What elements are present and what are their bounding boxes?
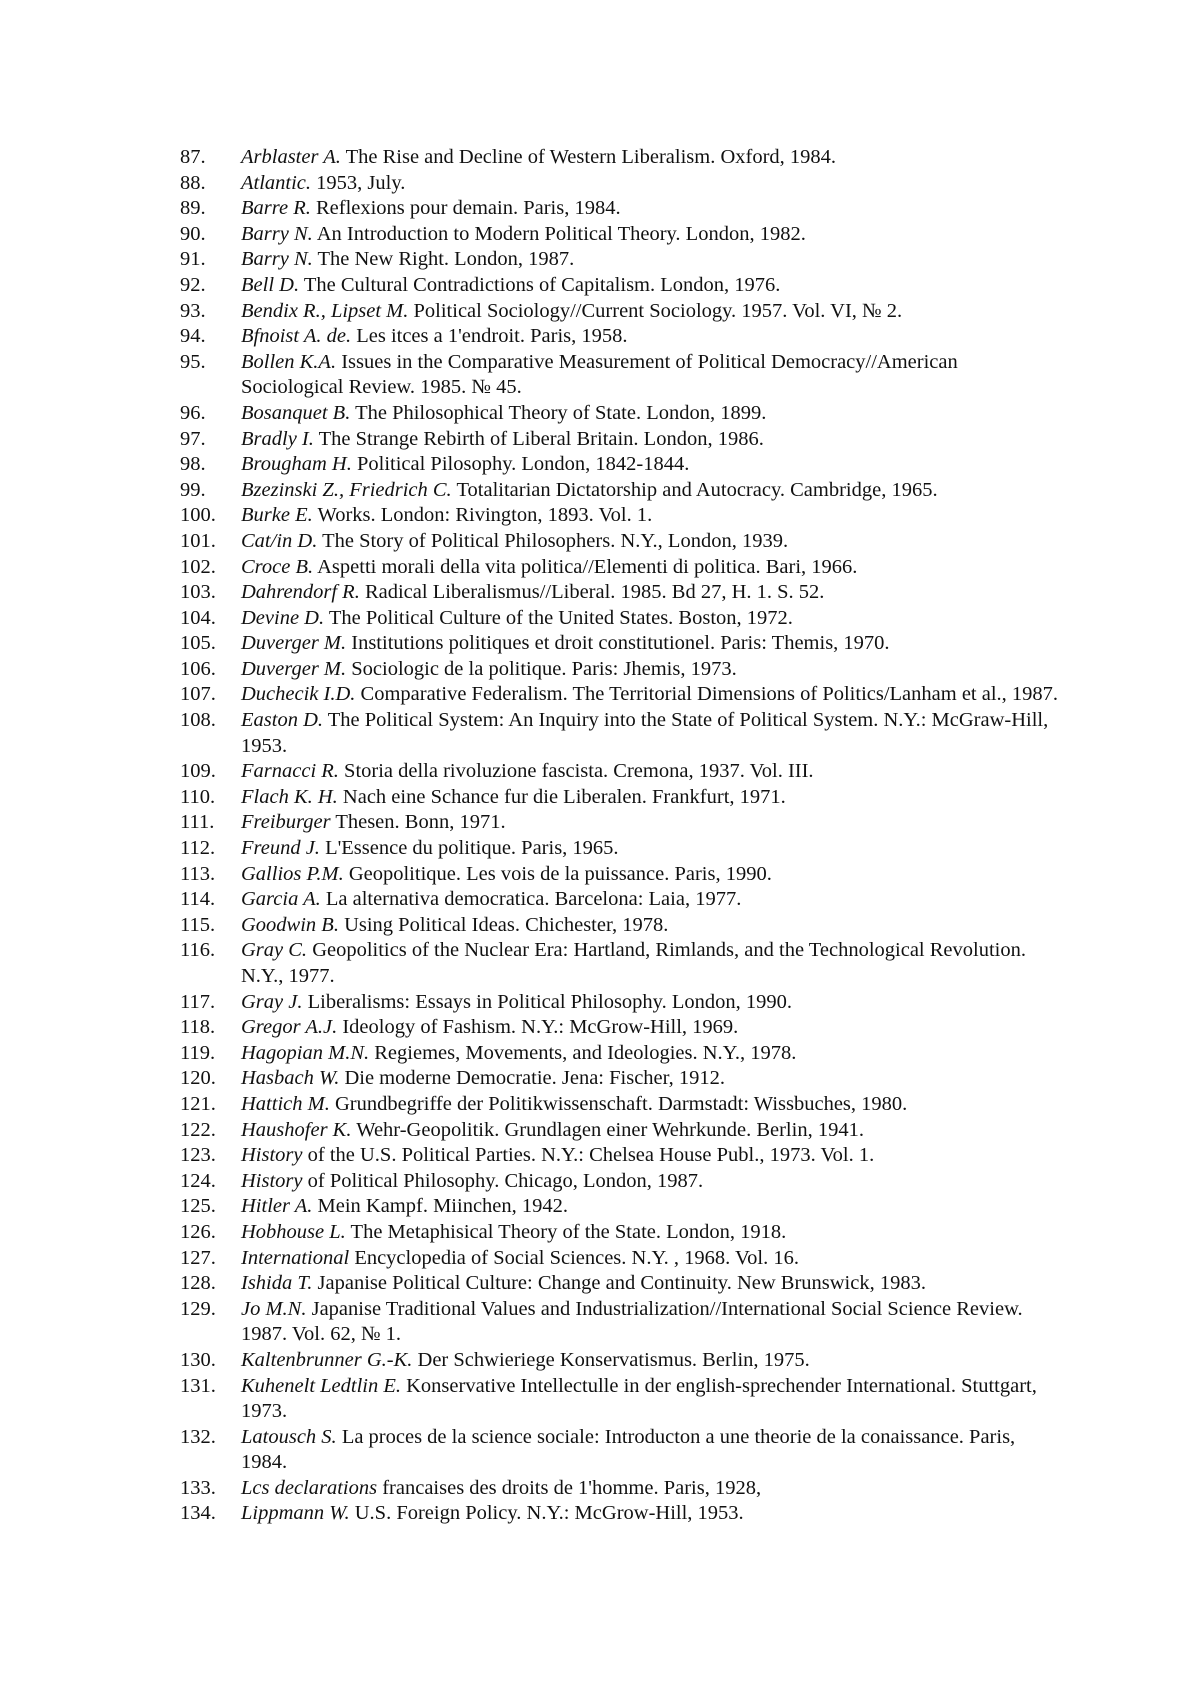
bibliography-entry <box>180 247 1060 273</box>
entry-author: Bosanquet B. <box>241 401 351 424</box>
entry-text <box>241 1220 1060 1246</box>
bibliography-entry <box>180 1246 1060 1272</box>
entry-number: 109. <box>180 760 216 783</box>
bibliography-entry <box>180 1041 1060 1067</box>
entry-citation: The Strange Rebirth of Liberal Britain. London, 1986. <box>313 427 764 450</box>
entry-number: 88. <box>180 171 206 194</box>
bibliography-entry <box>180 171 1060 197</box>
entry-text <box>241 401 1060 427</box>
bibliography-entry <box>180 1143 1060 1169</box>
entry-text <box>241 1425 1060 1476</box>
entry-text <box>241 682 1060 708</box>
entry-number: 99. <box>180 478 206 501</box>
entry-number: 90. <box>180 222 206 245</box>
bibliography-list <box>180 145 1060 1527</box>
entry-author: Bendix R., Lipset M. <box>241 299 409 322</box>
entry-text <box>241 478 1060 504</box>
bibliography-entry <box>180 350 1060 401</box>
entry-text <box>241 503 1060 529</box>
entry-citation: The Political System: An Inquiry into the State of Political System. N.Y.: McGraw-Hill, 1953. <box>241 709 1049 757</box>
entry-number: 121. <box>180 1092 216 1115</box>
entry-text <box>241 810 1060 836</box>
entry-author: Barry N. <box>241 248 313 271</box>
entry-author: Arblaster A. <box>241 146 341 168</box>
entry-text <box>241 196 1060 222</box>
entry-citation: Political Sociology//Current Sociology. 1957. Vol. VI, № 2. <box>408 299 903 322</box>
entry-citation: Issues in the Comparative Measurement of Political Democracy//American Sociological Review. 1985. № 45. <box>241 350 958 399</box>
entry-number: 112. <box>180 837 216 860</box>
bibliography-entry <box>180 273 1060 299</box>
entry-author: Lcs declarations <box>241 1476 378 1499</box>
entry-author: Bell D. <box>241 273 300 296</box>
entry-citation: The Metaphisical Theory of the State. London, 1918. <box>345 1220 787 1243</box>
entry-citation: Regiemes, Movements, and Ideologies. N.Y., 1978. <box>369 1041 797 1064</box>
entry-number: 94. <box>180 325 206 348</box>
entry-author: Kaltenbrunner G.-K. <box>241 1348 413 1371</box>
entry-author: Easton D. <box>241 709 323 732</box>
entry-author: Hattich M. <box>241 1092 330 1115</box>
entry-text <box>241 836 1060 862</box>
entry-number: 127. <box>180 1246 216 1269</box>
entry-number: 132. <box>180 1425 216 1448</box>
entry-text <box>241 427 1060 453</box>
entry-author: Ishida T. <box>241 1272 313 1295</box>
bibliography-entry <box>180 631 1060 657</box>
entry-number: 98. <box>180 453 206 476</box>
entry-text <box>241 708 1060 759</box>
bibliography-entry <box>180 1015 1060 1041</box>
entry-number: 110. <box>180 785 216 808</box>
entry-number: 129. <box>180 1297 216 1320</box>
entry-citation: Wehr-Geopolitik. Grundlagen einer Wehrkunde. Berlin, 1941. <box>351 1118 864 1141</box>
entry-citation: The Cultural Contradictions of Capitalism. London, 1976. <box>299 273 781 296</box>
entry-author: Haushofer K. <box>241 1118 352 1141</box>
entry-text <box>241 529 1060 555</box>
bibliography-entry <box>180 1425 1060 1476</box>
entry-number: 118. <box>180 1016 216 1039</box>
entry-author: Lippmann W. <box>241 1502 350 1525</box>
entry-author: Bfnoist A. de. <box>241 325 352 348</box>
bibliography-entry <box>180 606 1060 632</box>
entry-citation: U.S. Foreign Policy. N.Y.: McGrow-Hill, 1953. <box>349 1502 744 1525</box>
entry-citation: Encyclopedia of Social Sciences. N.Y. , 1968. Vol. 16. <box>349 1246 799 1269</box>
bibliography-entry <box>180 759 1060 785</box>
entry-citation: Ideology of Fashism. N.Y.: McGrow-Hill, 1969. <box>337 1016 739 1039</box>
entry-citation: 1953, July. <box>311 171 406 194</box>
entry-number: 123. <box>180 1144 216 1167</box>
entry-citation: Liberalisms: Essays in Political Philosophy. London, 1990. <box>302 990 793 1013</box>
entry-author: Bzezinski Z., Friedrich C. <box>241 478 452 501</box>
entry-author: Burke E. <box>241 504 313 527</box>
bibliography-entry <box>180 145 1060 171</box>
entry-number: 119. <box>180 1041 216 1064</box>
entry-citation: Totalitarian Dictatorship and Autocracy. Cambridge, 1965. <box>451 478 938 501</box>
entry-citation: Institutions politiques et droit constitutionel. Paris: Themis, 1970. <box>346 632 890 655</box>
entry-author: Cat/in D. <box>241 529 318 552</box>
entry-text <box>241 1246 1060 1272</box>
entry-number: 120. <box>180 1067 216 1090</box>
entry-number: 124. <box>180 1169 216 1192</box>
entry-author: Gray J. <box>241 990 303 1013</box>
entry-citation: Comparative Federalism. The Territorial Dimensions of Politics/Lanham et al., 1987. <box>355 683 1059 706</box>
entry-text <box>241 324 1060 350</box>
entry-number: 134. <box>180 1502 216 1525</box>
bibliography-entry <box>180 1066 1060 1092</box>
entry-number: 128. <box>180 1272 216 1295</box>
bibliography-entry <box>180 708 1060 759</box>
entry-text <box>241 1092 1060 1118</box>
bibliography-entry <box>180 990 1060 1016</box>
entry-text <box>241 1169 1060 1195</box>
entry-citation: La proces de la science sociale: Introducton a une theorie de la conaissance. Paris, 1984. <box>241 1425 1016 1474</box>
entry-number: 105. <box>180 632 216 655</box>
entry-author: Bradly I. <box>241 427 314 450</box>
entry-text <box>241 631 1060 657</box>
entry-author: Latousch S. <box>241 1425 337 1448</box>
entry-number: 87. <box>180 146 206 168</box>
entry-citation: Geopolitics of the Nuclear Era: Hartland, Rimlands, and the Technological Revolution. N.Y., 1977. <box>241 939 1026 987</box>
entry-author: History <box>241 1169 303 1192</box>
entry-text <box>241 1348 1060 1374</box>
entry-author: Dahrendorf R. <box>241 581 360 604</box>
entry-text <box>241 1374 1060 1425</box>
entry-number: 106. <box>180 657 216 680</box>
entry-author: Jo M.N. <box>241 1297 307 1320</box>
bibliography-entry <box>180 299 1060 325</box>
entry-text <box>241 1118 1060 1144</box>
entry-text <box>241 299 1060 325</box>
entry-text <box>241 171 1060 197</box>
bibliography-entry <box>180 682 1060 708</box>
bibliography-entry <box>180 503 1060 529</box>
entry-number: 125. <box>180 1195 216 1218</box>
entry-citation: Using Political Ideas. Chichester, 1978. <box>338 913 669 936</box>
bibliography-entry <box>180 401 1060 427</box>
entry-author: Gregor A.J. <box>241 1016 338 1039</box>
entry-number: 116. <box>180 939 216 962</box>
bibliography-entry <box>180 913 1060 939</box>
entry-citation: Japanise Traditional Values and Industrialization//International Social Science Review. 1987. Vol. 62, № 1. <box>241 1297 1023 1346</box>
entry-text <box>241 580 1060 606</box>
entry-text <box>241 1271 1060 1297</box>
entry-citation: Nach eine Schance fur die Liberalen. Frankfurt, 1971. <box>337 785 786 808</box>
entry-number: 100. <box>180 504 216 527</box>
entry-number: 96. <box>180 401 206 424</box>
entry-citation: Thesen. Bonn, 1971. <box>330 811 506 834</box>
entry-citation: of Political Philosophy. Chicago, London, 1987. <box>302 1169 704 1192</box>
entry-text <box>241 145 1060 171</box>
entry-number: 114. <box>180 888 216 911</box>
entry-number: 107. <box>180 683 216 706</box>
bibliography-entry <box>180 529 1060 555</box>
entry-author: Kuhenelt Ledtlin E. <box>241 1374 401 1397</box>
entry-author: Duverger M. <box>241 657 347 680</box>
entry-author: Croce B. <box>241 555 314 578</box>
bibliography-entry <box>180 810 1060 836</box>
entry-author: Hasbach W. <box>241 1067 340 1090</box>
entry-author: Barre R. <box>241 197 311 220</box>
bibliography-entry <box>180 785 1060 811</box>
bibliography-entry <box>180 427 1060 453</box>
entry-number: 89. <box>180 197 206 220</box>
entry-author: Barry N. <box>241 222 313 245</box>
entry-text <box>241 222 1060 248</box>
entry-citation: Sociologic de la politique. Paris: Jhemis, 1973. <box>346 657 737 680</box>
entry-text <box>241 1041 1060 1067</box>
entry-number: 111. <box>180 811 215 834</box>
entry-text <box>241 1297 1060 1348</box>
bibliography-entry <box>180 1348 1060 1374</box>
entry-number: 130. <box>180 1348 216 1371</box>
entry-citation: Storia della rivoluzione fascista. Cremona, 1937. Vol. III. <box>338 760 814 783</box>
entry-text <box>241 606 1060 632</box>
entry-text <box>241 785 1060 811</box>
bibliography-entry <box>180 580 1060 606</box>
entry-number: 101. <box>180 529 216 552</box>
entry-text <box>241 350 1060 401</box>
entry-author: Hagopian M.N. <box>241 1041 370 1064</box>
entry-citation: The New Right. London, 1987. <box>312 248 575 271</box>
entry-citation: Les itces a 1'endroit. Paris, 1958. <box>351 325 628 348</box>
bibliography-entry <box>180 452 1060 478</box>
bibliography-entry <box>180 1220 1060 1246</box>
entry-author: Freund J. <box>241 837 320 860</box>
entry-text <box>241 862 1060 888</box>
entry-number: 103. <box>180 581 216 604</box>
entry-author: Atlantic. <box>241 171 312 194</box>
entry-citation: Aspetti morali della vita politica//Elementi di politica. Bari, 1966. <box>313 555 858 578</box>
entry-citation: Political Pilosophy. London, 1842-1844. <box>351 453 690 476</box>
entry-citation: Mein Kampf. Miinchen, 1942. <box>312 1195 569 1218</box>
entry-number: 92. <box>180 273 206 296</box>
entry-text <box>241 887 1060 913</box>
entry-text <box>241 247 1060 273</box>
entry-author: Devine D. <box>241 606 325 629</box>
entry-text <box>241 452 1060 478</box>
entry-number: 117. <box>180 990 216 1013</box>
entry-number: 95. <box>180 350 206 373</box>
entry-text <box>241 990 1060 1016</box>
entry-number: 131. <box>180 1374 216 1397</box>
entry-citation: L'Essence du politique. Paris, 1965. <box>319 837 619 860</box>
bibliography-entry <box>180 1476 1060 1502</box>
bibliography-entry <box>180 887 1060 913</box>
bibliography-entry <box>180 1169 1060 1195</box>
entry-number: 126. <box>180 1220 216 1243</box>
bibliography-entry <box>180 1194 1060 1220</box>
entry-citation: Japanise Political Culture: Change and Continuity. New Brunswick, 1983. <box>312 1272 926 1295</box>
bibliography-entry <box>180 938 1060 989</box>
entry-citation: Works. London: Rivington, 1893. Vol. 1. <box>312 504 653 527</box>
entry-citation: Geopolitique. Les vois de la puissance. Paris, 1990. <box>343 862 772 885</box>
entry-author: International <box>241 1246 350 1269</box>
entry-author: Bollen K.A. <box>241 350 337 373</box>
bibliography-entry <box>180 836 1060 862</box>
entry-text <box>241 1066 1060 1092</box>
entry-text <box>241 1015 1060 1041</box>
entry-author: Farnacci R. <box>241 760 339 783</box>
entry-author: Duchecik I.D. <box>241 683 356 706</box>
bibliography-entry <box>180 478 1060 504</box>
entry-citation: Reflexions pour demain. Paris, 1984. <box>310 197 621 220</box>
entry-text <box>241 1194 1060 1220</box>
bibliography-entry <box>180 862 1060 888</box>
entry-citation: La alternativa democratica. Barcelona: Laia, 1977. <box>320 888 742 911</box>
entry-citation: The Philosophical Theory of State. London, 1899. <box>350 401 767 424</box>
entry-text <box>241 1501 1060 1527</box>
bibliography-entry <box>180 222 1060 248</box>
entry-number: 93. <box>180 299 206 322</box>
entry-citation: Der Schwieriege Konservatismus. Berlin, 1975. <box>412 1348 810 1371</box>
entry-citation: An Introduction to Modern Political Theory. London, 1982. <box>312 222 806 245</box>
entry-text <box>241 1143 1060 1169</box>
entry-text <box>241 913 1060 939</box>
entry-number: 115. <box>180 913 216 936</box>
entry-author: Goodwin B. <box>241 913 339 936</box>
entry-citation: The Political Culture of the United States. Boston, 1972. <box>324 606 793 629</box>
entry-citation: Die moderne Democratie. Jena: Fischer, 1912. <box>339 1067 726 1090</box>
entry-text <box>241 555 1060 581</box>
bibliography-entry <box>180 657 1060 683</box>
entry-citation: Radical Liberalismus//Liberal. 1985. Bd 27, H. 1. S. 52. <box>359 581 825 604</box>
entry-text <box>241 273 1060 299</box>
bibliography-entry <box>180 1501 1060 1527</box>
entry-number: 104. <box>180 606 216 629</box>
entry-author: Flach K. H. <box>241 785 338 808</box>
entry-number: 133. <box>180 1476 216 1499</box>
entry-citation: francaises des droits de 1'homme. Paris, 1928, <box>377 1476 762 1499</box>
entry-number: 102. <box>180 555 216 578</box>
bibliography-entry <box>180 1118 1060 1144</box>
entry-citation: The Story of Political Philosophers. N.Y., London, 1939. <box>317 529 789 552</box>
entry-author: Gallios P.M. <box>241 862 344 885</box>
entry-number: 108. <box>180 709 216 732</box>
entry-text <box>241 657 1060 683</box>
entry-number: 91. <box>180 248 206 271</box>
entry-author: History <box>241 1144 303 1167</box>
entry-citation: Konservative Intellectulle in der english-sprechender International. Stuttgart, 1973. <box>241 1374 1037 1423</box>
entry-author: Hobhouse L. <box>241 1220 346 1243</box>
entry-citation: Grundbegriffe der Politikwissenschaft. Darmstadt: Wissbuches, 1980. <box>329 1092 908 1115</box>
bibliography-entry <box>180 555 1060 581</box>
entry-number: 122. <box>180 1118 216 1141</box>
entry-author: Gray C. <box>241 939 308 962</box>
entry-author: Freiburger <box>241 811 331 834</box>
bibliography-entry <box>180 1271 1060 1297</box>
entry-text <box>241 1476 1060 1502</box>
bibliography-entry <box>180 196 1060 222</box>
entry-number: 97. <box>180 427 206 450</box>
entry-citation: of the U.S. Political Parties. N.Y.: Chelsea House Publ., 1973. Vol. 1. <box>302 1144 875 1167</box>
entry-text <box>241 759 1060 785</box>
entry-text <box>241 938 1060 989</box>
bibliography-entry <box>180 1297 1060 1348</box>
bibliography-entry <box>180 1092 1060 1118</box>
bibliography-entry <box>180 1374 1060 1425</box>
entry-author: Duverger M. <box>241 632 347 655</box>
entry-author: Hitler A. <box>241 1195 313 1218</box>
entry-author: Brougham H. <box>241 453 352 476</box>
bibliography-entry <box>180 324 1060 350</box>
entry-number: 113. <box>180 862 216 885</box>
entry-author: Garcia A. <box>241 888 321 911</box>
entry-citation: The Rise and Decline of Western Liberalism. Oxford, 1984. <box>340 146 837 168</box>
